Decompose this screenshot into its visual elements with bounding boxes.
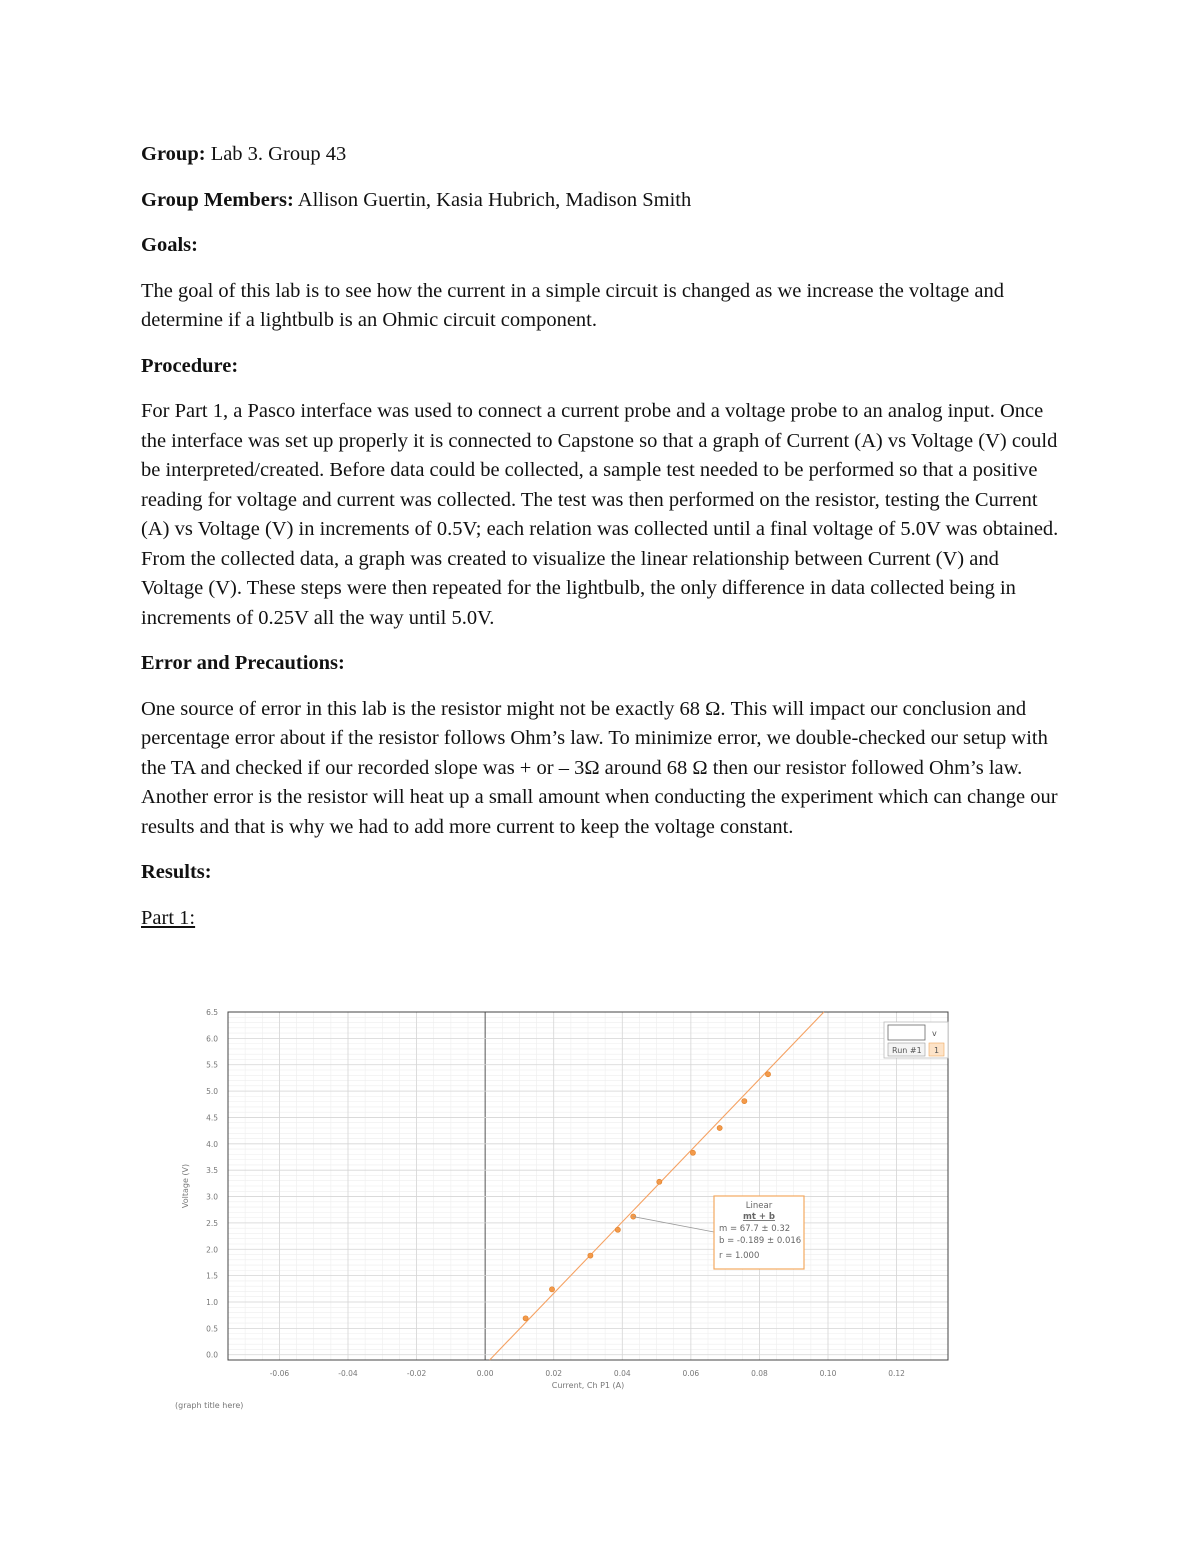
members-line [141,186,1061,216]
part1-heading: Part 1: [141,906,196,929]
group-value: Lab 3. Group 43 [210,143,347,165]
x-tick-label: 0.04 [613,1369,631,1378]
chevron-down-icon[interactable]: v [932,1029,937,1038]
data-point [765,1072,770,1077]
data-point [742,1099,747,1104]
x-tick-label: -0.06 [269,1369,290,1378]
data-point [690,1150,695,1155]
fit-annotation-box[interactable] [714,1196,804,1269]
data-point [717,1125,722,1130]
legend-badge-text: 1 [933,1046,940,1055]
procedure-text: For Part 1, a Pasco interface was used to connect a current probe and a voltage probe to an analog input. Once the interface was set up properly it is connected to Capstone so that a graph of Current (A) vs Voltage (V) could be interpreted/created. Before data could be collected, a sample test needed to be performed so that a positive reading for voltage and current was collected. The test was then performed on the resistor, testing the Current (A) vs Voltage (V) in increments of 0.5V; each relation was collected until a final voltage of 5.0V was obtained. From the collected data, a graph was created to visualize the linear relationship between Current (V) and Voltage (V). These steps were then repeated for the lightbulb, the only difference in data collected being in increments of 0.25V all the way until 5.0V. [141,400,1059,629]
graph-caption: (graph title here) [175,1401,244,1410]
y-tick-label: 5.0 [206,1087,218,1097]
fit-slope: m = 67.7 ± 0.32 [719,1224,791,1234]
x-tick-label: 0.08 [751,1369,768,1378]
goals-text: The goal of this lab is to see how the current in a simple circuit is changed as we increase the voltage and determine if a lightbulb is an Ohmic circuit component. [141,279,1004,331]
data-point [549,1287,554,1292]
results-heading: Results: [141,861,212,883]
data-point [523,1316,528,1321]
fit-type: Linear [745,1201,773,1211]
y-tick-label: 6.0 [206,1034,218,1044]
x-tick-label: -0.04 [338,1369,358,1378]
document-body [141,140,1061,949]
x-tick-label: -0.02 [406,1369,427,1378]
procedure-heading: Procedure: [141,354,239,377]
y-tick-label: 1.5 [206,1271,218,1281]
y-tick-label: 6.5 [206,1008,218,1017]
y-tick-label: 3.5 [206,1166,218,1176]
x-tick-label: 0.12 [888,1369,905,1378]
y-tick-label: 5.5 [206,1060,218,1070]
y-tick-label: 0.0 [206,1350,218,1360]
data-point [657,1179,662,1184]
x-tick-label: 0.10 [819,1369,837,1378]
error-heading: Error and Precautions: [141,652,345,674]
y-axis-label: Voltage (V) [181,1163,190,1209]
y-tick-label: 4.0 [206,1139,218,1149]
fit-equation: mt + b [742,1212,776,1222]
y-tick-label: 2.5 [206,1218,218,1228]
y-tick-label: 2.0 [206,1245,218,1255]
error-text: One source of error in this lab is the resistor might not be exactly 68 Ω. This will impact our conclusion and percentage error about if the resistor follows Ohm’s law. To minimize error, we double-checked our setup with the TA and checked if our recorded slope was + or – 3Ω around 68 Ω then our resistor followed Ohm’s law. Another error is the resistor will heat up a small amount when conducting the experiment which can change our results and that is why we had to add more current to keep the voltage constant. [141,697,1058,838]
y-tick-label: 1.0 [206,1298,218,1307]
run-legend[interactable] [884,1022,948,1058]
x-axis-label: Current, Ch P1 (A) [551,1381,625,1390]
x-tick-label: 0.00 [476,1369,494,1378]
y-tick-label: 0.5 [206,1324,218,1334]
run-selector-box[interactable] [888,1025,925,1040]
members-value: Allison Guertin, Kasia Hubrich, Madison Smith [297,188,692,211]
data-point [588,1253,593,1258]
fit-r: r = 1.000 [719,1251,760,1261]
goals-heading: Goals: [141,234,198,256]
legend-run-label: Run #1 [892,1046,922,1055]
voltage-current-chart [172,1006,962,1414]
group-line [141,140,1061,170]
group-label: Group: [141,143,206,165]
members-label: Group Members: [141,188,294,211]
x-tick-label: 0.02 [545,1369,563,1378]
y-tick-label: 3.0 [206,1192,218,1202]
chart-background [172,1006,962,1414]
x-tick-label: 0.06 [682,1369,700,1378]
data-point [615,1227,620,1232]
fit-intercept: b = -0.189 ± 0.016 [719,1236,802,1246]
y-tick-label: 4.5 [206,1113,218,1123]
